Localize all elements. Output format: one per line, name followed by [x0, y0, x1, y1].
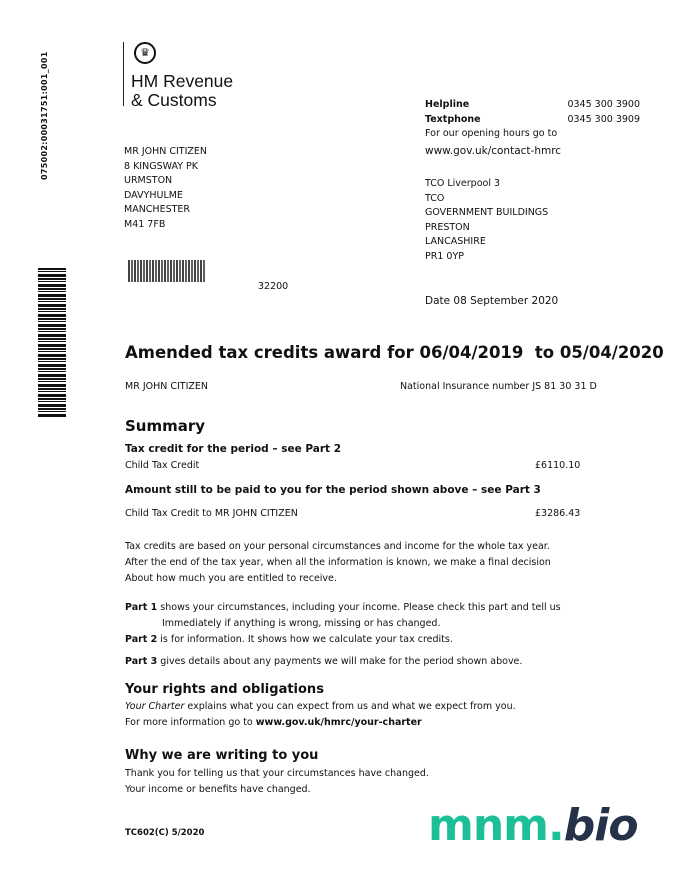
recipient-address — [124, 145, 207, 232]
hours-text: For our opening hours go to — [425, 128, 558, 139]
intro-paragraph — [125, 539, 551, 587]
text-line: Tax credits are based on your personal circumstances and income for the whole tax year. — [125, 541, 550, 552]
address-line: MR JOHN CITIZEN — [124, 146, 208, 157]
contact-block — [425, 98, 640, 158]
summary-row2-label: Child Tax Credit to MR JOHN CITIZEN — [125, 508, 298, 519]
part3-label: Part 3 — [125, 656, 158, 667]
logo-line: & Customs — [131, 90, 217, 110]
address-line: MANCHESTER — [124, 204, 191, 215]
charter-link[interactable]: www.gov.uk/hmrc/your-charter — [255, 717, 422, 728]
code: 32200 — [258, 281, 289, 292]
summary-sub1: Tax credit for the period – see Part 2 — [125, 443, 342, 455]
office-address — [425, 177, 548, 264]
textphone-number: 0345 300 3909 — [567, 113, 640, 125]
watermark-logo — [428, 800, 638, 851]
contact-link[interactable]: www.gov.uk/contact-hmrc — [425, 144, 562, 157]
address-line: LANCASHIRE — [425, 236, 486, 247]
charter-text: Your Charter — [125, 701, 185, 712]
rights-text — [125, 699, 516, 731]
recipient-name: MR JOHN CITIZEN — [125, 381, 209, 392]
address-line: TCO Liverpool 3 — [425, 178, 501, 189]
address-line: DAVYHULME — [124, 189, 183, 201]
summary-row1-value: £6110.10 — [535, 460, 581, 471]
part1-label: Part 1 — [125, 602, 158, 613]
helpline-number: 0345 300 3900 — [567, 99, 640, 110]
text-line: Thank you for telling us that your circumstances have changed. — [125, 768, 429, 779]
textphone-label: Textphone — [425, 113, 481, 125]
crown-icon: ♛ — [134, 42, 156, 64]
address-line: URMSTON — [124, 175, 173, 186]
address-line: 8 KINGSWAY PK — [124, 160, 199, 172]
barcode — [38, 268, 66, 418]
form-code: TC602(C) 5/2020 — [125, 828, 205, 838]
rights-line: explains what you can expect from us and what we expect from you. — [184, 701, 516, 712]
page-title: Amended tax credits award for 06/04/2019 to 05/04/2020 — [125, 343, 664, 362]
part3-text: gives details about any payments we will make for the period shown above. — [157, 656, 523, 667]
address-line: GOVERNMENT BUILDINGS — [425, 207, 549, 218]
address-line: PR1 0YP — [425, 250, 464, 262]
ni-number: National Insurance number JS 81 30 31 D — [400, 381, 597, 392]
rights-heading: Your rights and obligations — [125, 682, 324, 697]
address-line: M41 7FB — [124, 218, 166, 230]
letter-date: Date 08 September 2020 — [425, 295, 559, 307]
summary-row2-value: £3286.43 — [535, 508, 581, 519]
summary-row1-label: Child Tax Credit — [125, 460, 200, 471]
helpline-label: Helpline — [425, 99, 470, 110]
summary-sub2: Amount still to be paid to you for the period shown above – see Part 3 — [125, 484, 541, 496]
watermark-part: mnm. — [428, 800, 564, 851]
address-line: PRESTON — [425, 221, 470, 233]
2d-barcode — [128, 260, 206, 282]
part1-text: shows your circumstances, including your income. Please check this part and tell us — [157, 602, 561, 613]
logo-divider — [123, 42, 124, 106]
part2-text: is for information. It shows how we calculate your tax credits. — [157, 634, 453, 645]
logo-line: HM Revenue — [131, 71, 234, 91]
why-text — [125, 766, 429, 798]
text-line: About how much you are entitled to receive. — [125, 573, 337, 584]
rights-line: For more information go to — [125, 717, 256, 728]
part2-label: Part 2 — [125, 634, 158, 645]
why-heading: Why we are writing to you — [125, 748, 319, 763]
hmrc-logo — [131, 72, 233, 110]
text-line: Your income or benefits have changed. — [125, 784, 311, 795]
parts-list — [125, 600, 561, 670]
text-line: After the end of the tax year, when all the information is known, we make a final decision — [125, 557, 551, 568]
side-reference: 075002:00031751:001_001 — [40, 51, 49, 180]
watermark-part: bio — [563, 800, 638, 851]
part1-text-cont: Immediately if anything is wrong, missing or has changed. — [162, 618, 441, 629]
address-line: TCO — [425, 192, 445, 204]
summary-heading: Summary — [125, 417, 206, 435]
